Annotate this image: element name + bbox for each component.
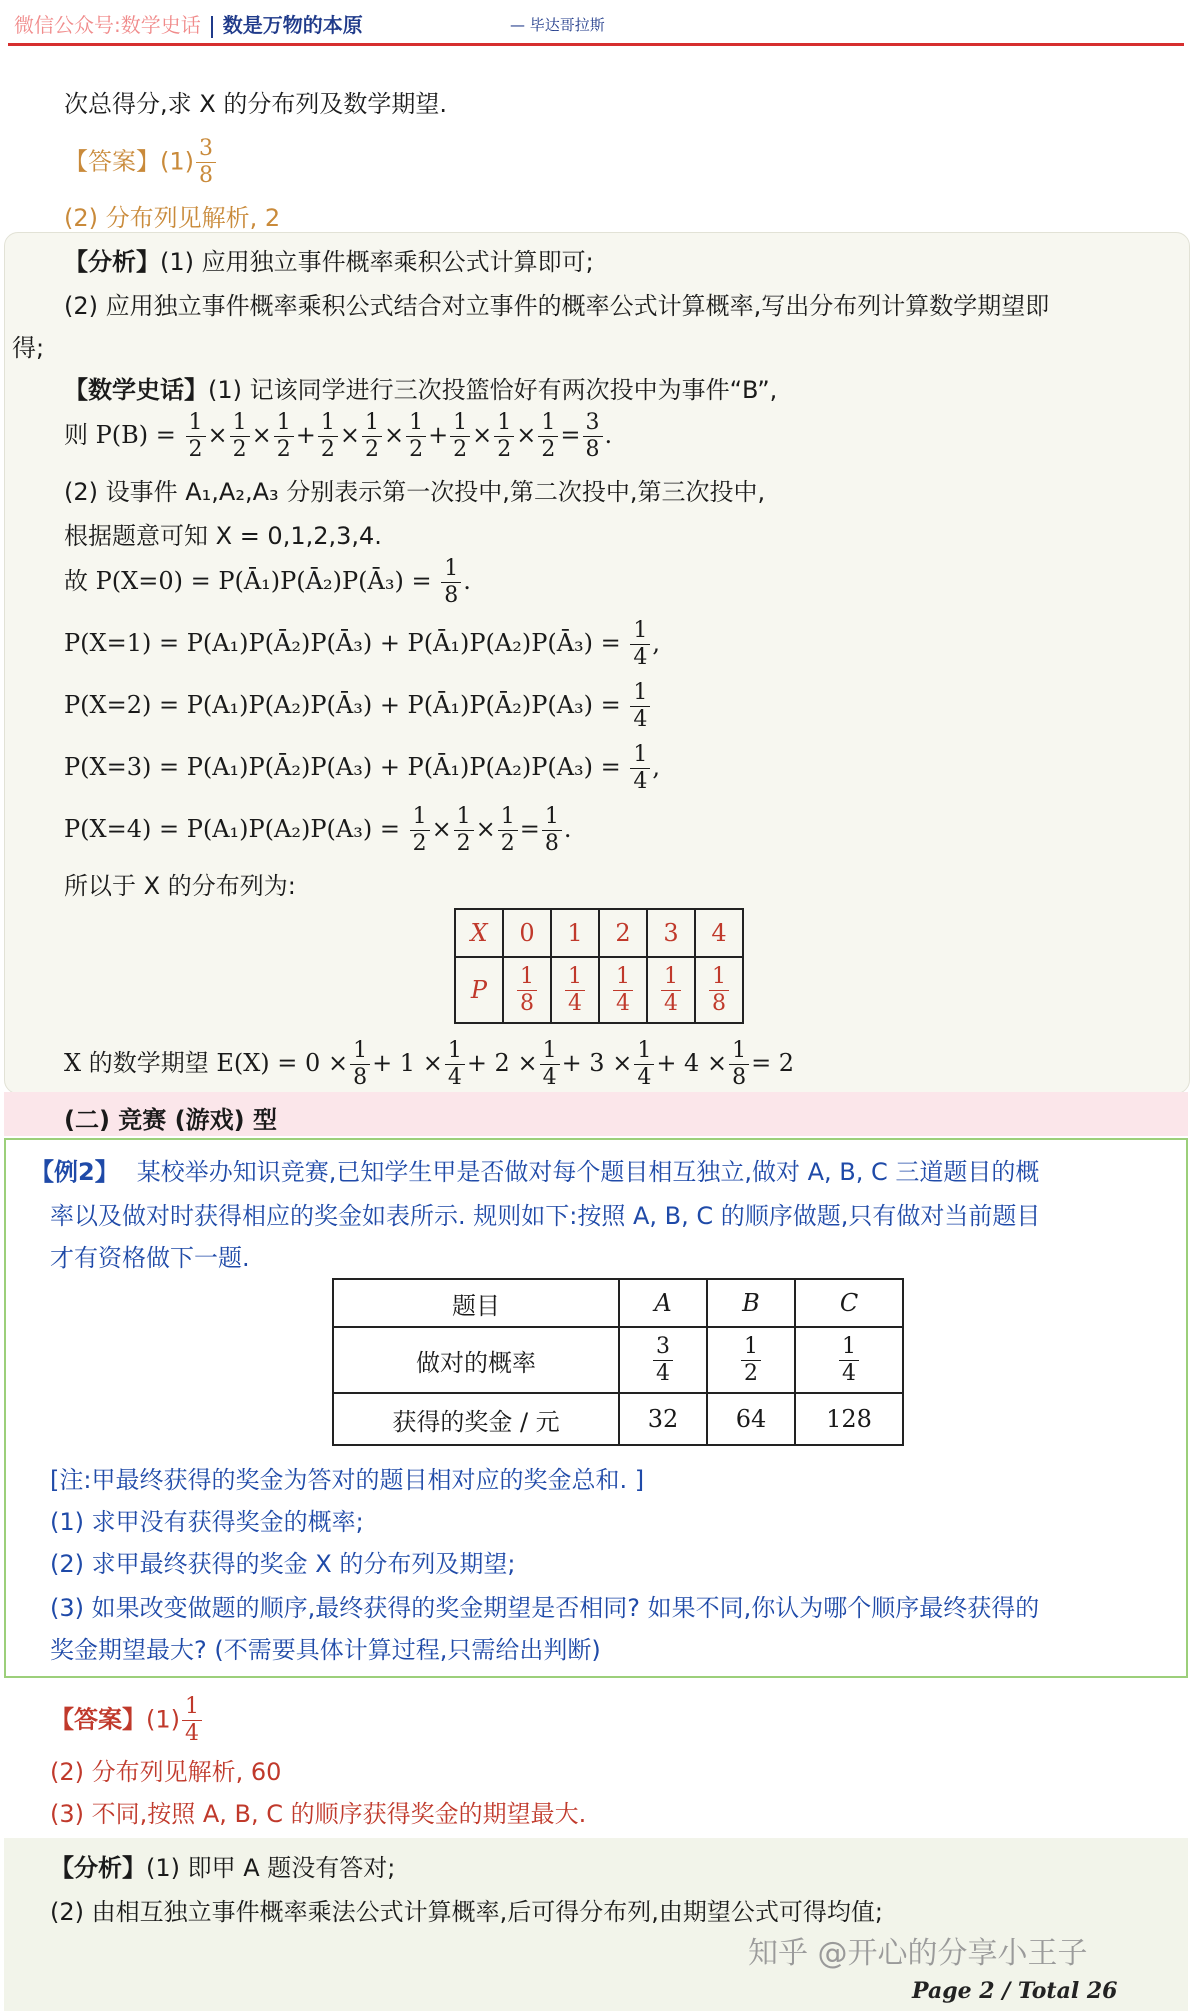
page-header <box>14 8 1184 42</box>
dist-p-2: $\frac{1}{4}$ <box>599 957 647 1023</box>
analysis2-line-2: (2) 由相互独立事件概率乘法公式计算概率,后可得分布列,由期望公式可得均值; <box>50 1898 883 1926</box>
prize-head-b: B <box>707 1279 795 1327</box>
dist-x-1: 1 <box>551 909 599 957</box>
prize-prob-b: $\frac{1}{2}$ <box>707 1327 795 1393</box>
example-line-2: 率以及做对时获得相应的奖金如表所示. 规则如下:按照 A, B, C 的顺序做题,只有做对当前题目 <box>50 1202 1041 1230</box>
dist-x-4: 4 <box>695 909 743 957</box>
answer2-1-prefix: (1) <box>146 1705 180 1734</box>
fraction-numerator: 3 <box>196 138 216 163</box>
question-3a: (3) 如果改变做题的顺序,最终获得的奖金期望是否相同? 如果不同,你认为哪个顺序最终获得的 <box>50 1594 1040 1622</box>
zhihu-watermark: 知乎 @开心的分享小王子 <box>748 1936 1088 1971</box>
answer2-1-fraction: $\frac{1}{4}$ <box>182 1696 202 1745</box>
prize-prob-a: $\frac{3}{4}$ <box>619 1327 707 1393</box>
prize-amount-b: 64 <box>707 1393 795 1445</box>
answer-2: (2) 分布列见解析, 2 <box>64 204 281 232</box>
p-x4-text: P(X=4) = P(A₁)P(A₂)P(A₃) = <box>64 815 408 843</box>
pb-prefix: 则 P(B) = <box>64 421 184 449</box>
prize-amount-label: 获得的奖金 / 元 <box>333 1393 619 1445</box>
pb-equation: 则 P(B) = $\frac{1}{2}$ × $\frac{1}{2}$ × $\frac{1}{2}$ + $\frac{1}{2}$ × $\frac{1}{2}$ × $\frac{1}{2}$ + $\frac{1}{2}$ × $\frac{1}{2}$ × $\frac{1}{2}$ = $\frac{3}{8}$ . <box>64 410 613 462</box>
answer-tag: 【答案】 <box>64 147 160 176</box>
p-x4: P(X=4) = P(A₁)P(A₂)P(A₃) = $\frac{1}{2}$ × $\frac{1}{2}$ × $\frac{1}{2}$ = $\frac{1}{8}$ . <box>64 804 572 856</box>
example-line-1 <box>30 1152 1039 1187</box>
dist-p-1: $\frac{1}{4}$ <box>551 957 599 1023</box>
history-tag: 【数学史话】 <box>64 376 208 404</box>
answer2-3: (3) 不同,按照 A, B, C 的顺序获得奖金的期望最大. <box>50 1800 587 1828</box>
history-line-4: 根据题意可知 X = 0,1,2,3,4. <box>64 522 382 550</box>
dist-p-0: $\frac{1}{8}$ <box>503 957 551 1023</box>
distribution-table <box>454 908 744 1024</box>
analysis-line-2b: 得; <box>12 334 45 362</box>
fraction-denominator: 8 <box>199 163 213 188</box>
dist-p-3: $\frac{1}{4}$ <box>647 957 695 1023</box>
prize-prob-label: 做对的概率 <box>333 1327 619 1393</box>
example-note: [注:甲最终获得的奖金为答对的题目相对应的奖金总和. ] <box>50 1466 645 1494</box>
p-x0: 故 P(X=0) = P(Ā₁)P(Ā₂)P(Ā₃) = $\frac{1}{8}$ . <box>64 556 471 608</box>
analysis-tag: 【分析】 <box>64 248 160 276</box>
answer-1-prefix: (1) <box>160 147 194 176</box>
dist-x-3: 3 <box>647 909 695 957</box>
expectation-line: X 的数学期望 E(X) = 0 × $\frac{1}{8}$ + 1 × $\frac{1}{4}$ + 2 × $\frac{1}{4}$ + 3 × $\frac{1}{4}$ + 4 × $\frac{1}{8}$ = 2 <box>64 1038 795 1090</box>
prize-amount-c: 128 <box>795 1393 903 1445</box>
answer-block <box>64 138 218 187</box>
answer2-block <box>50 1696 204 1745</box>
p-x3: P(X=3) = P(A₁)P(Ā₂)P(A₃) + P(Ā₁)P(A₂)P(A₃) = $\frac{1}{4}$ , <box>64 742 661 794</box>
analysis2-line-1 <box>50 1848 395 1883</box>
answer2-2: (2) 分布列见解析, 60 <box>50 1758 282 1786</box>
example-text-1: 某校举办知识竞赛,已知学生甲是否做对每个题目相互独立,做对 A, B, C 三道题目的概 <box>136 1158 1040 1186</box>
dist-x-head: X <box>455 909 503 957</box>
section-title: (二) 竞赛 (游戏) 型 <box>64 1106 277 1134</box>
header-slogan: 数是万物的本原 <box>222 13 363 37</box>
dist-x-0: 0 <box>503 909 551 957</box>
analysis-text-1: (1) 应用独立事件概率乘积公式计算即可; <box>160 248 594 276</box>
prize-head-c: C <box>795 1279 903 1327</box>
analysis-line-1 <box>64 242 594 277</box>
expect-result: = 2 <box>751 1049 795 1077</box>
dist-p-head: P <box>455 957 503 1023</box>
example-line-3: 才有资格做下一题. <box>50 1244 250 1272</box>
p-x1: P(X=1) = P(A₁)P(Ā₂)P(Ā₃) + P(Ā₁)P(A₂)P(Ā₃) = $\frac{1}{4}$ , <box>64 618 661 670</box>
page-number: Page 2 / Total 26 <box>912 1978 1118 2004</box>
analysis2-text-1: (1) 即甲 A 题没有答对; <box>146 1854 396 1882</box>
dist-label: 所以于 X 的分布列为: <box>64 872 296 900</box>
analysis-line-2: (2) 应用独立事件概率乘积公式结合对立事件的概率公式计算概率,写出分布列计算数学期望即 <box>64 292 1050 320</box>
history-line-1 <box>64 370 777 405</box>
prize-head-topic: 题目 <box>333 1279 619 1327</box>
prize-head-a: A <box>619 1279 707 1327</box>
prize-amount-a: 32 <box>619 1393 707 1445</box>
question-2: (2) 求甲最终获得的奖金 X 的分布列及期望; <box>50 1550 516 1578</box>
answer2-tag: 【答案】 <box>50 1705 146 1734</box>
prize-prob-c: $\frac{1}{4}$ <box>795 1327 903 1393</box>
history-line-3: (2) 设事件 A₁,A₂,A₃ 分别表示第一次投中,第二次投中,第三次投中, <box>64 478 766 506</box>
dist-p-4: $\frac{1}{8}$ <box>695 957 743 1023</box>
header-divider <box>211 16 213 38</box>
wechat-label: 微信公众号:数学史话 <box>14 13 201 37</box>
answer-1-fraction <box>196 138 216 187</box>
question-tail: 次总得分,求 X 的分布列及数学期望. <box>64 90 447 118</box>
p-x2-text: P(X=2) = P(A₁)P(A₂)P(Ā₃) + P(Ā₁)P(Ā₂)P(A₃) = <box>64 691 629 719</box>
header-author: — 毕达哥拉斯 <box>510 16 605 34</box>
expect-prefix: X 的数学期望 E(X) = 0 × <box>64 1049 349 1077</box>
header-rule <box>8 43 1184 46</box>
p-x2: P(X=2) = P(A₁)P(A₂)P(Ā₃) + P(Ā₁)P(Ā₂)P(A₃) = $\frac{1}{4}$ <box>64 682 652 731</box>
p-x0-text: 故 P(X=0) = P(Ā₁)P(Ā₂)P(Ā₃) = <box>64 567 440 595</box>
prize-table <box>332 1278 904 1446</box>
p-x3-text: P(X=3) = P(A₁)P(Ā₂)P(A₃) + P(Ā₁)P(A₂)P(A₃) = <box>64 753 629 781</box>
p-x1-text: P(X=1) = P(A₁)P(Ā₂)P(Ā₃) + P(Ā₁)P(A₂)P(Ā₃) = <box>64 629 629 657</box>
example-tag: 【例2】 <box>30 1158 119 1186</box>
analysis2-tag: 【分析】 <box>50 1854 146 1882</box>
question-1: (1) 求甲没有获得奖金的概率; <box>50 1508 364 1536</box>
question-3b: 奖金期望最大? (不需要具体计算过程,只需给出判断) <box>50 1636 601 1664</box>
dist-x-2: 2 <box>599 909 647 957</box>
history-text-1: (1) 记该同学进行三次投篮恰好有两次投中为事件“B”, <box>208 376 778 404</box>
